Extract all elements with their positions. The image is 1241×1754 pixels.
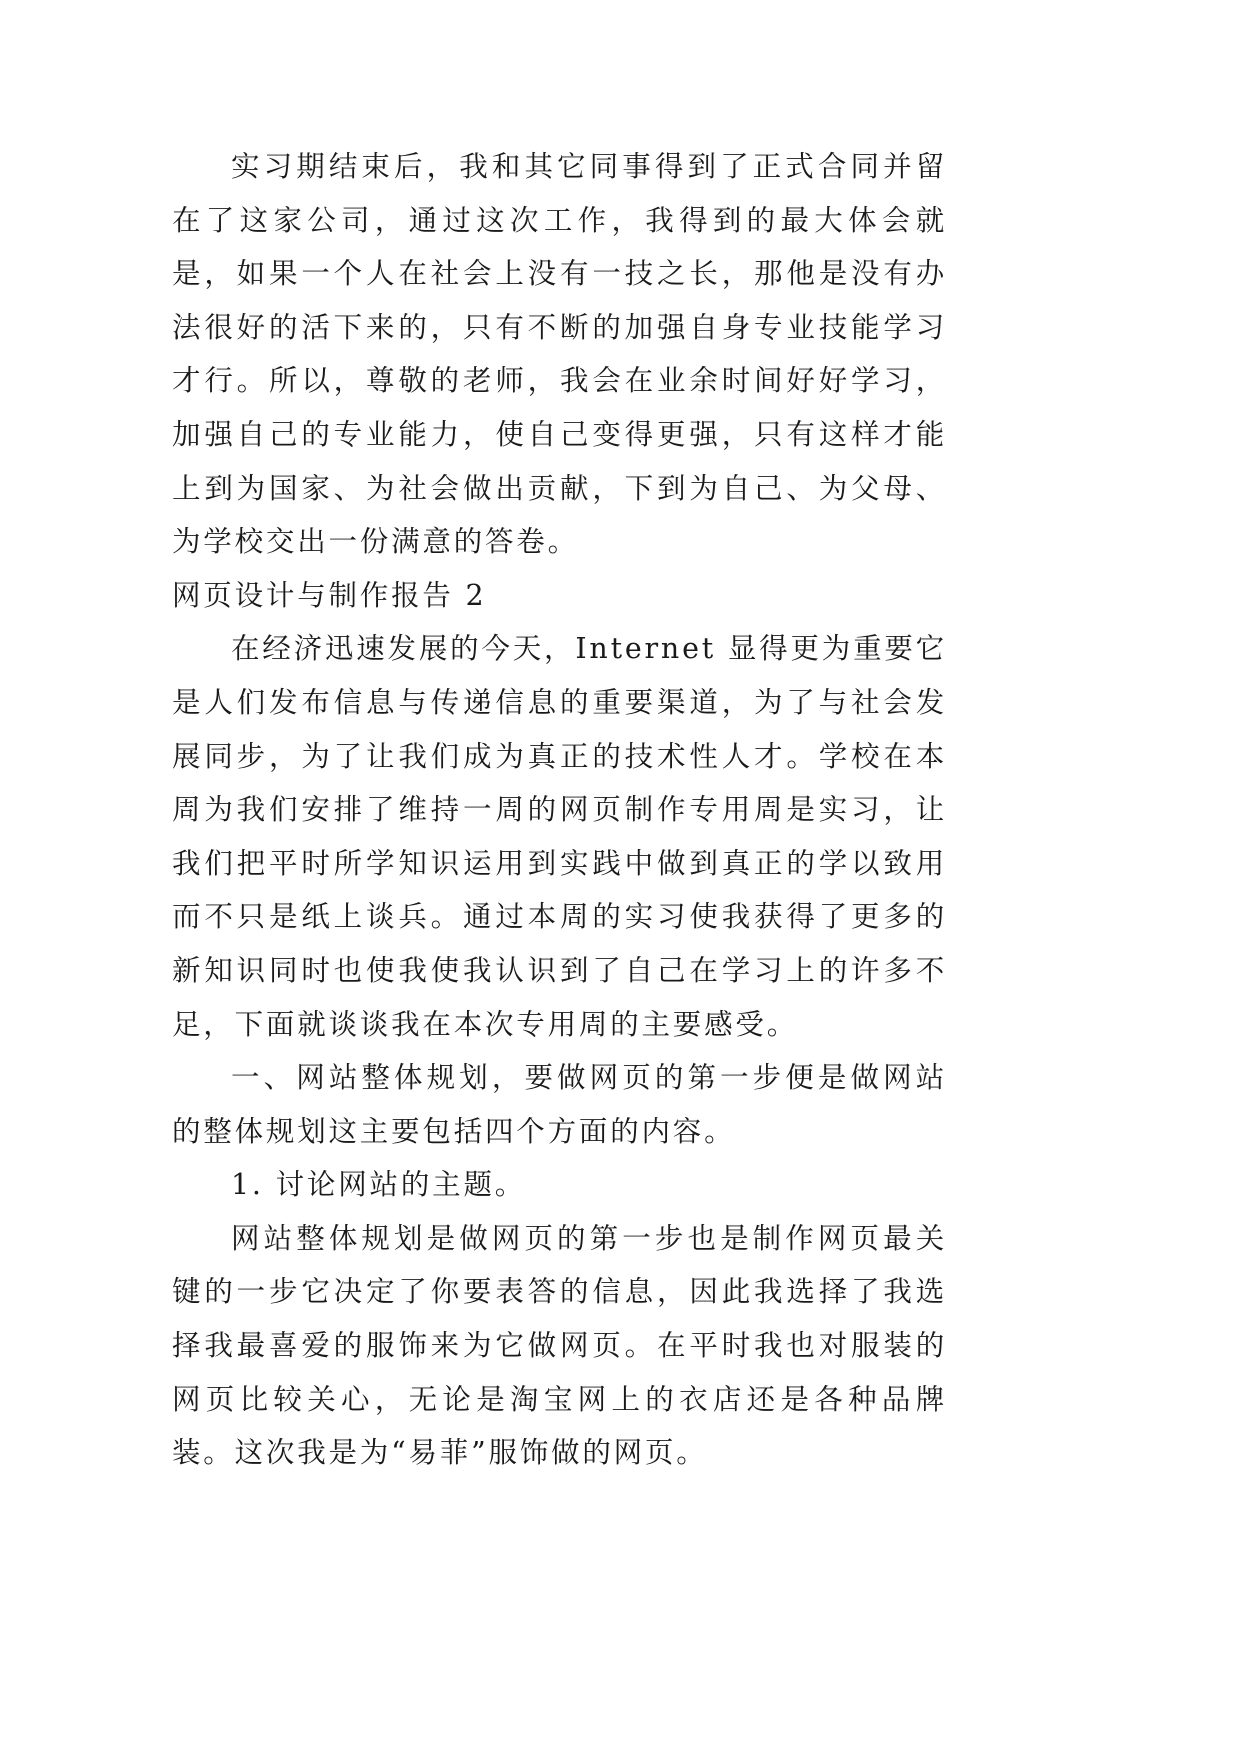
paragraph-internship-conclusion: 实习期结束后，我和其它同事得到了正式合同并留在了这家公司，通过这次工作，我得到的最大体会就是，如果一个人在社会上没有一技之长，那他是没有办法很好的活下来的，只有不断的加强自身专业技能学习才行。所以，尊敬的老师，我会在业余时间好好学习，加强自己的专业能力，使自己变得更强，只有这样才能上到为国家、为社会做出贡献，下到为自己、为父母、为学校交出一份满意的答卷。 (172, 150, 947, 559)
list-item-discuss-theme: 1. 讨论网站的主题。 (231, 1168, 527, 1202)
paragraph-theme-choice: 网站整体规划是做网页的第一步也是制作网页最关键的一步它决定了你要表答的信息，因此我选择了我选择我最喜爱的服饰来为它做网页。在平时我也对服装的网页比较关心，无论是淘宝网上的衣店还是各种品牌装。这次我是为“易菲”服饰做的网页。 (172, 1221, 947, 1470)
section-heading-report-2: 网页设计与制作报告 2 (172, 578, 487, 612)
paragraph-internet-intro: 在经济迅速发展的今天，Internet 显得更为重要它是人们发布信息与传递信息的重要渠道，为了与社会发展同步，为了让我们成为真正的技术性人才。学校在本周为我们安排了维持一周的网页制作专用周是实习，让我们把平时所学知识运用到实践中做到真正的学以致用而不只是纸上谈兵。通过本周的实习使我获得了更多的新知识同时也使我使我认识到了自己在学习上的许多不足，下面就谈谈我在本次专用周的主要感受。 (172, 632, 947, 1041)
document-body (172, 140, 947, 1480)
paragraph-site-planning: 一、网站整体规划，要做网页的第一步便是做网站的整体规划这主要包括四个方面的内容。 (172, 1061, 947, 1148)
